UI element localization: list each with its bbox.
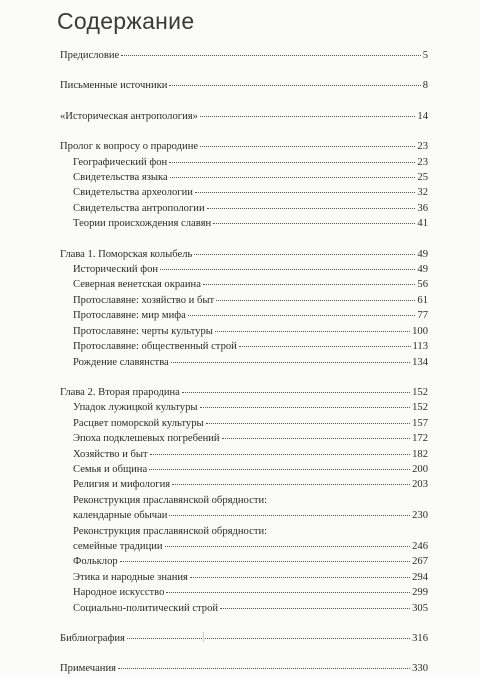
page-mark bbox=[203, 632, 204, 642]
toc-page-number: 49 bbox=[417, 264, 428, 276]
toc-subsection-entry[interactable] bbox=[60, 324, 428, 339]
toc-entry-title: календарные обычаи bbox=[73, 510, 168, 522]
toc-page-number: 61 bbox=[417, 294, 428, 306]
toc-leader-dots bbox=[200, 116, 415, 117]
toc-leader-dots bbox=[127, 638, 410, 639]
toc-gap bbox=[60, 124, 428, 139]
toc-subsection-entry[interactable] bbox=[60, 601, 428, 616]
toc-section-entry[interactable] bbox=[60, 385, 428, 400]
toc-entry-title: Свидетельства языка bbox=[73, 172, 168, 184]
toc-entry-title: Примечания bbox=[60, 663, 116, 675]
toc-entry-title: «Историческая антропология» bbox=[60, 110, 198, 122]
toc-leader-dots bbox=[200, 146, 415, 147]
toc-entry-title: Хозяйство и быт bbox=[73, 448, 148, 460]
toc-page-number: 36 bbox=[417, 202, 428, 214]
toc-entry-title: Свидетельства антропологии bbox=[73, 202, 205, 214]
toc-page-number: 113 bbox=[412, 341, 428, 353]
toc-leader-dots bbox=[166, 592, 410, 593]
toc-page-number: 8 bbox=[422, 80, 428, 92]
toc-entry-title: Письменные источники bbox=[60, 80, 168, 92]
toc-leader-dots bbox=[149, 469, 410, 470]
toc-subsection-entry[interactable] bbox=[60, 585, 428, 600]
toc-entry-title: Упадок лужицкой культуры bbox=[73, 402, 198, 414]
toc-page-number: 152 bbox=[412, 386, 428, 398]
toc-gap bbox=[60, 232, 428, 247]
toc-leader-dots bbox=[207, 208, 416, 209]
toc-gap bbox=[60, 94, 428, 109]
toc-entry-title: Эпоха подклешевых погребений bbox=[73, 433, 220, 445]
toc-subsection-entry[interactable] bbox=[60, 277, 428, 292]
toc-leader-dots bbox=[194, 254, 415, 255]
page-title: Содержание bbox=[57, 8, 195, 34]
toc-entry-title: Рождение славянства bbox=[73, 356, 169, 368]
toc-entry-title: Протославяне: мир мифа bbox=[73, 310, 186, 322]
toc-leader-dots bbox=[120, 561, 410, 562]
toc-entry-title: Географический фон bbox=[73, 156, 168, 168]
toc-leader-dots bbox=[172, 484, 410, 485]
toc-page-number: 267 bbox=[412, 556, 428, 568]
toc-entry-title: Протославяне: хозяйство и быт bbox=[73, 294, 215, 306]
toc-gap bbox=[60, 63, 428, 78]
toc-subsection-entry[interactable] bbox=[60, 570, 428, 585]
toc-subsection-entry[interactable] bbox=[60, 355, 428, 370]
toc-page-number: 152 bbox=[412, 402, 428, 414]
toc-leader-dots bbox=[213, 223, 415, 224]
toc-page-number: 294 bbox=[412, 571, 428, 583]
toc-subsection-entry[interactable] bbox=[60, 339, 428, 354]
toc-entry-title: Фольклор bbox=[73, 556, 118, 568]
toc-subsection-entry[interactable] bbox=[60, 216, 428, 231]
toc-page-number: 134 bbox=[412, 356, 428, 368]
toc-entry-title: Библиография bbox=[60, 633, 125, 644]
toc-page-number: 172 bbox=[412, 433, 428, 445]
toc-entry-title: Протославяне: общественный строй bbox=[73, 341, 237, 353]
toc-page-number: 299 bbox=[412, 587, 428, 599]
toc-subsection-entry[interactable] bbox=[60, 493, 428, 508]
toc-entry-title: Глава 2. Вторая прародина bbox=[60, 386, 180, 398]
toc-page-number: 330 bbox=[412, 663, 428, 675]
toc-page-number: 41 bbox=[417, 218, 428, 230]
toc-leader-dots bbox=[222, 438, 411, 439]
toc-entry-title: Исторический фон bbox=[73, 264, 159, 276]
toc-section-entry[interactable] bbox=[60, 631, 428, 646]
toc-subsection-entry[interactable] bbox=[60, 477, 428, 492]
toc-page-number: 25 bbox=[417, 172, 428, 184]
toc-gap bbox=[60, 370, 428, 385]
toc-section-entry[interactable] bbox=[60, 247, 428, 262]
toc-entry-title: Северная венетская окраина bbox=[73, 279, 201, 291]
table-of-contents bbox=[60, 48, 428, 677]
toc-entry-title: Теории происхождения славян bbox=[73, 218, 212, 230]
toc-section-entry[interactable] bbox=[60, 139, 428, 154]
toc-entry-title: семейные традиции bbox=[73, 540, 163, 552]
toc-page-number: 5 bbox=[422, 50, 428, 61]
toc-leader-dots bbox=[182, 392, 410, 393]
toc-subsection-entry[interactable] bbox=[60, 400, 428, 415]
toc-leader-dots bbox=[169, 85, 420, 86]
toc-page-number: 100 bbox=[412, 325, 428, 337]
toc-page-number: 305 bbox=[412, 602, 428, 614]
toc-gap bbox=[60, 616, 428, 631]
toc-page-number: 32 bbox=[417, 187, 428, 199]
toc-subsection-entry[interactable] bbox=[60, 554, 428, 569]
toc-subsection-entry[interactable] bbox=[60, 508, 428, 523]
toc-entry-title: Реконструкция праславянской обрядности: bbox=[73, 525, 268, 537]
toc-subsection-entry[interactable] bbox=[60, 155, 428, 170]
toc-leader-dots bbox=[169, 162, 415, 163]
toc-page-number: 157 bbox=[412, 417, 428, 429]
toc-leader-dots bbox=[195, 192, 415, 193]
toc-entry-title: Протославяне: черты культуры bbox=[73, 325, 213, 337]
toc-section-entry[interactable] bbox=[60, 78, 428, 93]
toc-section-entry[interactable] bbox=[60, 661, 428, 676]
toc-gap bbox=[60, 646, 428, 661]
toc-subsection-entry[interactable] bbox=[60, 447, 428, 462]
toc-leader-dots bbox=[165, 546, 411, 547]
toc-subsection-entry[interactable] bbox=[60, 293, 428, 308]
toc-entry-title: Глава 1. Поморская колыбель bbox=[60, 248, 193, 260]
toc-subsection-entry[interactable] bbox=[60, 201, 428, 216]
toc-section-entry[interactable] bbox=[60, 109, 428, 124]
toc-page-number: 230 bbox=[412, 510, 428, 522]
toc-entry-title: Расцвет поморской культуры bbox=[73, 417, 204, 429]
toc-leader-dots bbox=[206, 423, 410, 424]
toc-page-number: 56 bbox=[417, 279, 428, 291]
toc-entry-title: Предисловие bbox=[60, 50, 120, 61]
toc-page-number: 23 bbox=[417, 156, 428, 168]
toc-entry-title: Свидетельства археологии bbox=[73, 187, 193, 199]
toc-leader-dots bbox=[170, 177, 416, 178]
toc-entry-title: Этика и народные знания bbox=[73, 571, 188, 583]
toc-entry-title: Семья и община bbox=[73, 463, 148, 475]
toc-leader-dots bbox=[121, 55, 420, 56]
toc-subsection-entry[interactable] bbox=[60, 262, 428, 277]
toc-leader-dots bbox=[190, 577, 410, 578]
toc-page-number: 182 bbox=[412, 448, 428, 460]
toc-section-entry[interactable] bbox=[60, 48, 428, 63]
toc-page-number: 14 bbox=[417, 110, 428, 122]
toc-leader-dots bbox=[216, 300, 415, 301]
toc-subsection-entry[interactable] bbox=[60, 185, 428, 200]
toc-leader-dots bbox=[215, 331, 410, 332]
toc-leader-dots bbox=[160, 269, 415, 270]
toc-entry-title: Пролог к вопросу о прародине bbox=[60, 141, 199, 153]
toc-leader-dots bbox=[171, 362, 410, 363]
toc-page-number: 77 bbox=[417, 310, 428, 322]
toc-leader-dots bbox=[188, 315, 416, 316]
toc-leader-dots bbox=[118, 668, 410, 669]
toc-entry-title: Социально-политический строй bbox=[73, 602, 219, 614]
toc-subsection-entry[interactable] bbox=[60, 539, 428, 554]
toc-page-number: 316 bbox=[412, 633, 428, 644]
toc-leader-dots bbox=[200, 407, 411, 408]
toc-entry-title: Народное искусство bbox=[73, 587, 165, 599]
toc-page-number: 246 bbox=[412, 540, 428, 552]
toc-subsection-entry[interactable] bbox=[60, 431, 428, 446]
toc-page-number: 203 bbox=[412, 479, 428, 491]
toc-leader-dots bbox=[220, 608, 410, 609]
toc-subsection-entry[interactable] bbox=[60, 308, 428, 323]
toc-entry-title: Реконструкция праславянской обрядности: bbox=[73, 494, 268, 506]
toc-page-number: 49 bbox=[417, 248, 428, 260]
toc-subsection-entry[interactable] bbox=[60, 416, 428, 431]
toc-subsection-entry[interactable] bbox=[60, 524, 428, 539]
toc-leader-dots bbox=[150, 454, 410, 455]
toc-page-number: 23 bbox=[417, 141, 428, 153]
toc-leader-dots bbox=[203, 284, 416, 285]
toc-entry-title: Религия и мифология bbox=[73, 479, 171, 491]
toc-leader-dots bbox=[169, 515, 410, 516]
toc-subsection-entry[interactable] bbox=[60, 170, 428, 185]
toc-leader-dots bbox=[239, 346, 411, 347]
toc-page-number: 200 bbox=[412, 463, 428, 475]
toc-subsection-entry[interactable] bbox=[60, 462, 428, 477]
